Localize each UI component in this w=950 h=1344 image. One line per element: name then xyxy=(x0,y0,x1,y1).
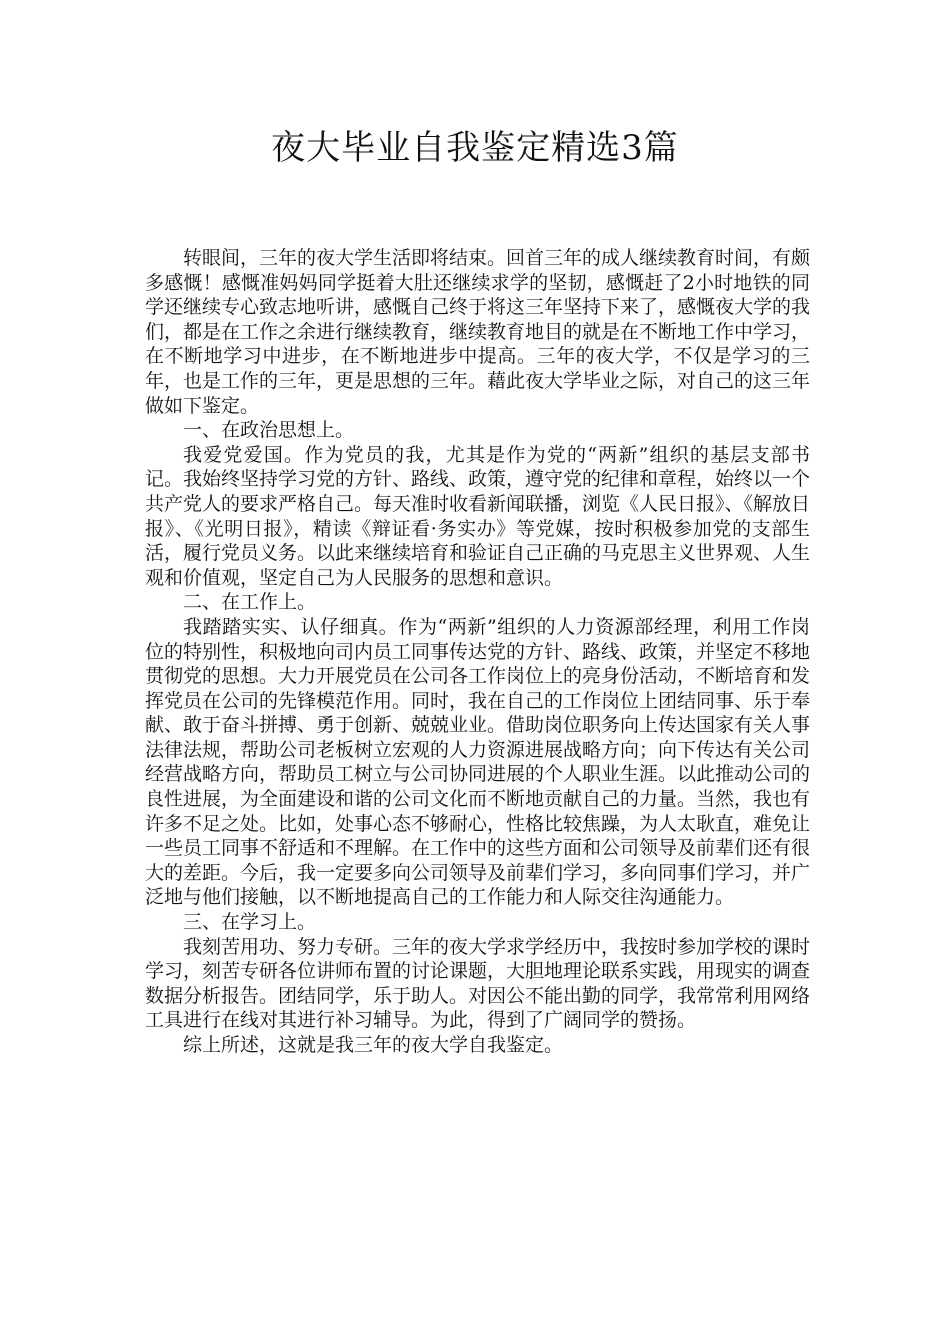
politics-paragraph: 我爱党爱国。作为党员的我，尤其是作为党的“两新”组织的基层支部书记。我始终坚持学习党的方针、路线、政策，遵守党的纪律和章程，始终以一个共产党人的要求严格自己。每天准时收看新闻联播，浏览《人民日报》、《解放日报》、《光明日报》，精读《辩证看·务实办》等党媒，按时积极参加党的支部生活，履行党员义务。以此来继续培育和验证自己正确的马克思主义世界观、人生观和价值观，坚定自己为人民服务的思想和意识。 xyxy=(145,443,811,589)
document-body xyxy=(145,246,810,1058)
conclusion-paragraph: 综上所述，这就是我三年的夜大学自我鉴定。 xyxy=(183,1034,564,1056)
work-paragraph: 我踏踏实实、认仔细真。作为“两新”组织的人力资源部经理，利用工作岗位的特别性，积极地向司内员工同事传达党的方针、路线、政策，并坚定不移地贯彻党的思想。大力开展党员在公司各工作岗位上的亮身份活动，不断培育和发挥党员在公司的先锋模范作用。同时，我在自己的工作岗位上团结同事、乐于奉献、敢于奋斗拼搏、勇于创新、兢兢业业。借助岗位职务向上传达国家有关人事法律法规，帮助公司老板树立宏观的人力资源进展战略方向；向下传达有关公司经营战略方向，帮助员工树立与公司协同进展的个人职业生涯。以此推动公司的良性进展，为全面建设和谐的公司文化而不断地贡献自己的力量。当然，我也有许多不足之处。比如，处事心态不够耐心，性格比较焦躁，为人太耿直，难免让一些员工同事不舒适和不理解。在工作中的这些方面和公司领导及前辈们还有很大的差距。今后，我一定要多向公司领导及前辈们学习，多向同事们学习，并广泛地与他们接触，以不断地提高自己的工作能力和人际交往沟通能力。 xyxy=(145,615,811,909)
section-heading-study: 三、在学习上。 xyxy=(183,911,317,934)
study-paragraph: 我刻苦用功、努力专研。三年的夜大学求学经历中，我按时参加学校的课时学习，刻苦专研各位讲师布置的讨论课题，大胆地理论联系实践，用现实的调查数据分析报告。团结同学，乐于助人。对因公不能出勤的同学，我常常利用网络工具进行在线对其进行补习辅导。为此，得到了广阔同学的赞扬。 xyxy=(145,935,811,1032)
section-heading-politics: 一、在政治思想上。 xyxy=(183,419,355,442)
document-title: 夜大毕业自我鉴定精选3篇 xyxy=(271,128,679,168)
intro-paragraph: 转眼间，三年的夜大学生活即将结束。回首三年的成人继续教育时间，有颇多感慨！感慨准妈妈同学挺着大肚还继续求学的坚韧，感慨赶了2小时地铁的同学还继续专心致志地听讲，感慨自己终于将这三年坚持下来了，感慨夜大学的我们，都是在工作之余进行继续教育，继续教育地目的就是在不断地工作中学习，在不断地学习中进步，在不断地进步中提高。三年的夜大学，不仅是学习的三年，也是工作的三年，更是思想的三年。藉此夜大学毕业之际，对自己的这三年做如下鉴定。 xyxy=(145,247,811,417)
section-heading-work: 二、在工作上。 xyxy=(183,591,317,614)
